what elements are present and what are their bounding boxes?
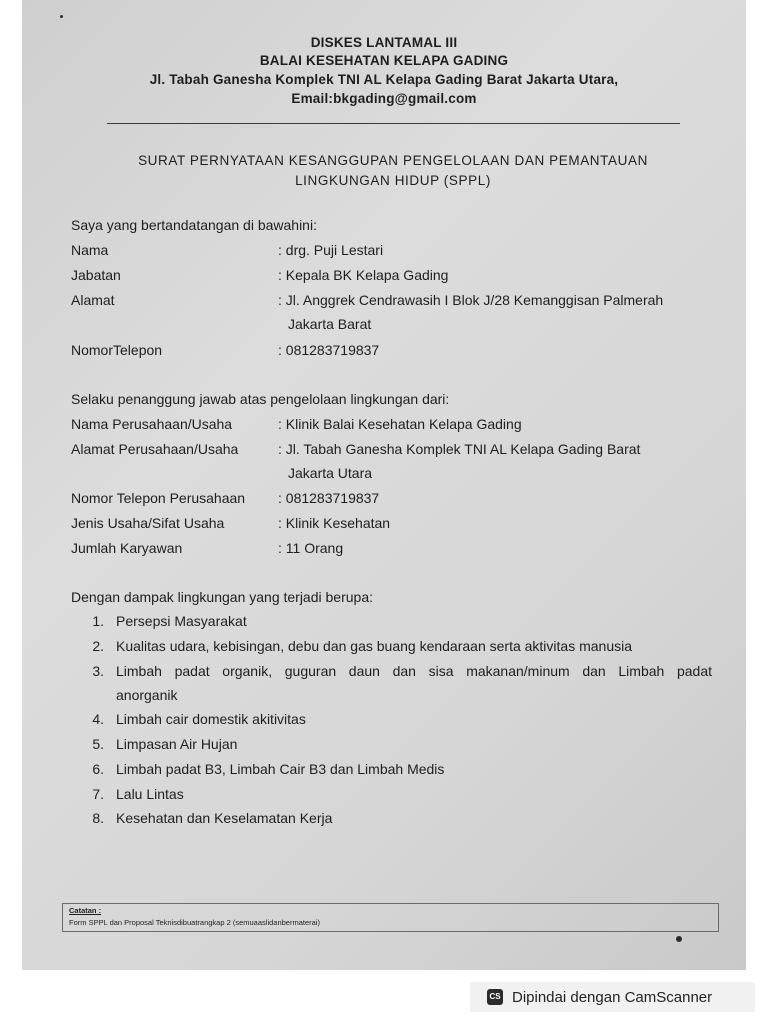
- org-email: Email:bkgading@gmail.com: [291, 91, 477, 106]
- field-label-position: Jabatan: [71, 267, 121, 283]
- note-text: Form SPPL dan Proposal Teknisdibuatrangkap 2 (semuaaslidanbermaterai): [69, 918, 320, 927]
- field-value-company-address-cont: Jakarta Utara: [288, 465, 373, 481]
- list-item: Lalu Lintas: [116, 786, 184, 802]
- field-label-company-phone: Nomor Telepon Perusahaan: [71, 490, 246, 506]
- list-number: 2.: [92, 638, 104, 654]
- org-address: Jl. Tabah Ganesha Komplek TNI AL Kelapa Gading Barat Jakarta Utara,: [149, 72, 619, 87]
- list-number: 6.: [92, 761, 104, 777]
- field-label-phone: NomorTelepon: [71, 342, 163, 358]
- company-intro: Selaku penanggung jawab atas pengelolaan lingkungan dari:: [71, 391, 450, 407]
- field-label-address: Alamat: [71, 292, 115, 308]
- list-number: 1.: [92, 613, 104, 629]
- field-value-name: : drg. Puji Lestari: [278, 242, 384, 258]
- list-item: Kesehatan dan Keselamatan Kerja: [116, 810, 333, 826]
- field-value-address: : Jl. Anggrek Cendrawasih I Blok J/28 Kemanggisan Palmerah: [278, 292, 664, 308]
- list-item: Kualitas udara, kebisingan, debu dan gas buang kendaraan serta aktivitas manusia: [116, 638, 633, 654]
- list-item: Limbah padat organik, guguran daun dan sisa makanan/minum dan Limbah padat: [116, 663, 712, 679]
- list-item: Limpasan Air Hujan: [116, 736, 238, 752]
- camscanner-icon: CS: [487, 989, 503, 1005]
- note-title: Catatan :: [69, 906, 102, 915]
- list-number: 8.: [92, 810, 104, 826]
- list-item: Limbah cair domestik akitivitas: [116, 711, 306, 727]
- scan-speck: [676, 936, 682, 942]
- list-number: 7.: [92, 786, 104, 802]
- note-box: [62, 903, 719, 932]
- list-number: 5.: [92, 736, 104, 752]
- field-label-employees: Jumlah Karyawan: [71, 540, 183, 556]
- field-value-position: : Kepala BK Kelapa Gading: [278, 267, 449, 283]
- scan-speck: [60, 15, 63, 18]
- org-subname: BALAI KESEHATAN KELAPA GADING: [259, 53, 509, 68]
- field-label-business-type: Jenis Usaha/Sifat Usaha: [71, 515, 225, 531]
- impacts-intro: Dengan dampak lingkungan yang terjadi berupa:: [71, 589, 373, 605]
- signer-intro: Saya yang bertandatangan di bawahini:: [71, 217, 317, 233]
- list-item-cont: anorganik: [116, 687, 178, 703]
- field-label-name: Nama: [71, 242, 109, 258]
- field-value-company-name: : Klinik Balai Kesehatan Kelapa Gading: [278, 416, 522, 432]
- header-divider: [107, 123, 680, 124]
- field-value-phone: : 081283719837: [278, 342, 380, 358]
- document-title-line2: LINGKUNGAN HIDUP (SPPL): [295, 173, 491, 188]
- org-name: DISKES LANTAMAL III: [310, 35, 458, 50]
- field-value-business-type: : Klinik Kesehatan: [278, 515, 391, 531]
- field-value-company-phone: : 081283719837: [278, 490, 380, 506]
- field-value-company-address: : Jl. Tabah Ganesha Komplek TNI AL Kelapa Gading Barat: [278, 441, 641, 457]
- field-label-company-name: Nama Perusahaan/Usaha: [71, 416, 233, 432]
- list-item: Persepsi Masyarakat: [116, 613, 247, 629]
- field-value-address-cont: Jakarta Barat: [288, 316, 372, 332]
- scanner-watermark-text: Dipindai dengan CamScanner: [512, 989, 713, 1006]
- field-value-employees: : 11 Orang: [278, 540, 344, 556]
- scanner-watermark: [470, 982, 755, 1012]
- list-number: 4.: [92, 711, 104, 727]
- list-number: 3.: [92, 663, 104, 679]
- document-title-line1: SURAT PERNYATAAN KESANGGUPAN PENGELOLAAN DAN PEMANTAUAN: [138, 153, 648, 168]
- field-label-company-address: Alamat Perusahaan/Usaha: [71, 441, 239, 457]
- list-item: Limbah padat B3, Limbah Cair B3 dan Limbah Medis: [116, 761, 445, 777]
